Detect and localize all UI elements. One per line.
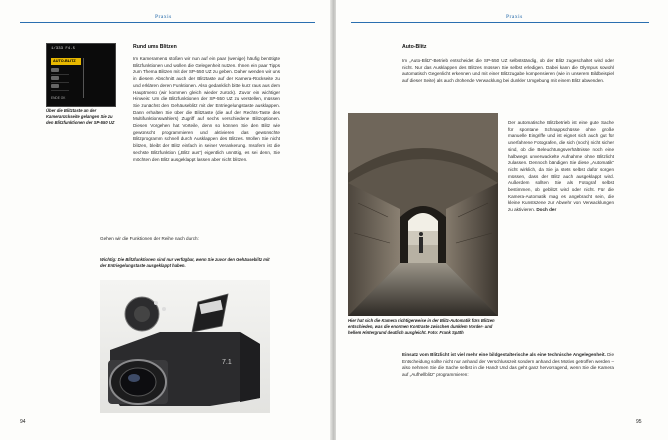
- right-page: [336, 0, 668, 440]
- side-text-bold: Doch der: [536, 207, 557, 213]
- lcd-preview-panel: [83, 58, 112, 98]
- side-text: Der automatische Blitzbetrieb ist eine gute Sache für spontane Schnappschüsse ohne große manuelle Eingriffe und ist eignet sich auch gut für unerfahrene Fotografen, die sich (noch) nicht sicher sind, ob die Beleuchtungsverhältnisse noch eine halbwegs unverwackelte Aufnahme ohne Blitzlicht zulassen. Dennoch bändigen Sie diese „Automatik“ nicht wirklich, da Sie ja stets selbst dafür sorgen müssen, dass der Blitz auch ausgeklappt wird. Außerdem sollten Sie als Fotograf selbst bestimmen, ob geblitzt wird oder nicht. Für die Kamera-Automatik mag es angebracht sein, die kleine Kunstszene zur Abwehr von Verwacklungen zu aktivieren.: [508, 120, 614, 213]
- bottom-bold: Einsatz vom Blitzlicht ist viel mehr eine bildgestalterische als eine technische Angelegenheit.: [402, 352, 606, 357]
- bottom-paragraph: [402, 352, 614, 379]
- section-title: Auto-Blitz: [402, 44, 427, 50]
- lcd-menu-row: [51, 67, 69, 75]
- camera-caption: Wichtig: Die Blitzfunktionen sind nur verfügbar, wenn Sie zuvor den Gehäuseblitz mit der Entriegelungstaste ausgeklappt haben.: [100, 257, 270, 268]
- tunnel-illustration: [348, 113, 498, 316]
- lcd-caption: Über die Blitztaste an der Kamerarückseite gelangen Sie zu den Blitzfunktionen der SP-550 UZ: [46, 108, 115, 125]
- page-number: 95: [636, 419, 642, 425]
- lcd-readout: 1/333 F4.5: [51, 47, 76, 51]
- lcd-menu-row: [51, 83, 69, 91]
- left-page: [0, 0, 332, 440]
- camera-lcd-screenshot: [46, 43, 116, 107]
- page-number: 94: [20, 419, 26, 425]
- tunnel-photo: [348, 113, 498, 316]
- body-paragraph: Im Kameramenü stoßen wir nun auf ein paar (wenige) häufig benötigte Blitzfunktionen und wollen die Gelegenheit nutzen. Ihnen ein paar Tipps zum Thema Blitzen mit der SP-550 UZ zu geben. Daher wenden wir uns in diesem Abschnitt auch der Blitztaste auf der Kamera-Rückseite zu und erklären deren Funktionen. Also gedanklich bitte kurz raus aus dem Hauptmenü (wir kommen gleich wieder zurück). Zuvor ein wichtiger Hinweis: Um die Blitzfunktionen der SP-550 UZ zu verstellen, müssen Sie zunächst den Gehäuseblitz mit der Entriegelungstaste ausklappen. Dann erhalten Sie über die Blitztaste (die auf der Rechts-Taste des Multifunktionswählers) Zugriff auf sechs verschiedene Blitzoptionen. Diesen Vorgehen hat Vorteile, denn so können Sie den Blitz wie gewünscht programmieren und aktivieren das gewünschte Blitzprogramm schnell durch Ausklappen des Blitzes. Wollen Sie nicht blitzen, bleibt der Blitz einfach in seiner Verankerung. Insofern ist die sechste Blitzfunktion („Blitz aus“) eigentlich unnötig, es sei denn, Sie möchten den Blitz ausgeklappt lassen aber nicht blitzen.: [133, 56, 280, 162]
- header-rule: [20, 22, 315, 23]
- section-title: Rund ums Blitzen: [133, 44, 177, 50]
- header-rule: [351, 22, 649, 23]
- camera-illustration: [100, 280, 270, 413]
- running-header: Praxis: [155, 14, 172, 20]
- body-last-line: Gehen wir die Funktionen der Reihe nach durch:: [100, 236, 199, 241]
- camera-label: 7.1: [222, 359, 232, 366]
- camera-photo: [100, 280, 270, 413]
- intro-text: Im „Auto-Blitz“-Betrieb entscheidet die SP-550 UZ selbstständig, ob der Blitz zugeschaltet wird oder nicht. Nur das Ausklappen des Blitzes müssen Sie selbst erledigen. Dabei kann die Olympus sowohl automatisch Gegenlicht erkennen und mit einer Blitzzugabe kompensieren (wie in unserem Bildbeispiel auf dieser Seite) als auch drohende Verwacklung bei dunkler Umgebung mit einem Blitz abwenden.: [402, 58, 614, 84]
- bottom-text: Die Entscheidung sollte nicht nur anhand der Verschlusszeit sondern anhand des Motivs getroffen werden – also nehmen Sie die Sache selbst in die Hand! Und das geht ganz hervorragend, wenn Sie die Kamera auf „Aufhellblitz“ programmieren:: [402, 352, 615, 378]
- side-text-column: [508, 120, 614, 214]
- photo-caption: Hier hat sich die Kamera richtigerweise in der Blitz-Automatik fürs Blitzen entschieden, was die enormen Kontraste zwischen dunklem Vorder- und hellem Hintergrund deutlich ausgleicht. Foto: Frank Späth: [348, 318, 495, 335]
- body-text-column: [133, 56, 280, 163]
- lcd-bottom-readout: ENDE OK: [51, 96, 66, 100]
- lcd-menu-row: [51, 75, 69, 83]
- lcd-selected-option: AUTO-BLITZ: [51, 58, 81, 65]
- running-header: Praxis: [506, 14, 523, 20]
